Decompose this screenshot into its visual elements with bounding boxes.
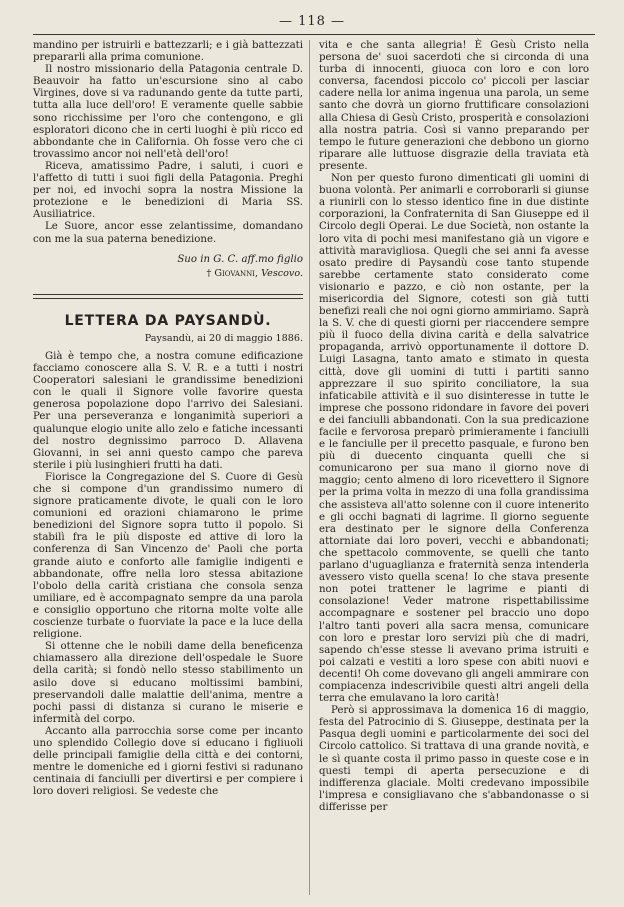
signer-name: Giovanni, xyxy=(214,267,259,279)
top-rule xyxy=(33,34,595,35)
paragraph: Però si approssimava la domenica 16 di maggio, festa del Patrocinio di S. Giuseppe, destinata per la Pasqua degli uomini e particolarmente dei soci del Circolo cattolico. Si trattava di una grande novità, e le sì quante costa il primo passo in queste cose e in questi tempi di aperta persecuzione e di indifferenza glaciale. Molti credevano impossibile l'impresa e consigliavano che s'abbandonasse o si differisse per xyxy=(319,705,589,813)
paragraph: Le Suore, ancor esse zelantissime, domandano con me la sua paterna benedizione. xyxy=(33,221,303,245)
cross-symbol: † xyxy=(206,267,212,279)
page-number: — 118 — xyxy=(278,14,346,29)
paragraph: Accanto alla parrocchia sorse come per incanto uno splendido Collegio dove si educano i figliuoli delle principali famiglie della città e dei contorni, mentre le domeniche ed i giorni festivi si radunano centinaia di fanciulli per divertirsi e per compiere i loro doveri religiosi. Se vedeste che xyxy=(33,725,303,798)
paragraph: Fiorisce la Congregazione del S. Cuore di Gesù che si compone d'un grandissimo numero di signore praticamente divote, le quali con le loro comunioni ed orazioni chiamarono le prime benedizioni del Signore sopra tutto il popolo. Si stabilì fra le più disposte ed attive di loro la conferenza di San Vincenzo de' Paoli che porta grande aiuto e conforto alle famiglie indigenti e abbandonate, offre nella loro stessa abitazione l'obolo della carità cristiana che consola senza umiliare, ed è accompagnato sempre da una parola e consiglio opportuno che ritorna molte volte alle coscienze turbate o fuorviate la pace e la luce della religione. xyxy=(33,471,303,641)
letter-date: Paysandù, ai 20 di maggio 1886. xyxy=(144,332,303,344)
signature-name xyxy=(33,268,303,280)
section-divider xyxy=(33,294,303,299)
paragraph: Già è tempo che, a nostra comune edificazione facciamo conoscere alla S. V. R. e a tutti i nostri Cooperatori salesiani le grandissime benedizioni con le quali il Signore volle favorire questa generosa popolazione dopo l'arrivo dei Salesiani. Per una perseveranza e longanimità superiori a qualunque elogio unite allo zelo e fatiche incessanti del nostro degnissimo parroco D. Allavena Giovanni, in sei anni questo campo che pareva sterile i più lusinghieri frutti ha dati. xyxy=(33,350,303,471)
column-separator xyxy=(309,40,310,895)
left-column xyxy=(33,40,303,798)
paragraph: vita e che santa allegria! È Gesù Cristo nella persona de' suoi sacerdoti che si circonda di una turba di innocenti, giuoca con loro e con loro conversa, facendosi piccolo co' piccoli per lasciar cadere nella lor anima ingenua una parola, un seme santo che dovrà un giorno fruttificare consolazioni alla Chiesa di Gesù Cristo, prosperità e consolazioni alla nostra patria. Così si vanno preparando per tempo le future generazioni che debbono un giorno riparare alle luttuose disgrazie della traviata età presente. xyxy=(319,40,589,172)
letter-heading: LETTERA DA PAYSANDÙ. xyxy=(64,312,272,329)
signature-line: Suo in G. C. aff.mo figlio xyxy=(177,253,303,265)
paragraph: Si ottenne che le nobili dame della beneficenza chiamassero alla direzione dell'ospedale le Suore della carità; si fondò nello stesso stabilimento un asilo dove si educano moltissimi bambini, preservandoli dalle malattie dell'anima, mentre a pochi passi di distanza si curano le miserie e infermità del corpo. xyxy=(33,641,303,725)
paragraph: mandino per istruirli e battezzarli; e i già battezzati prepararli alla prima comunione. xyxy=(33,40,303,64)
right-column xyxy=(319,40,589,814)
signer-title: Vescovo. xyxy=(261,267,303,279)
paragraph: Il nostro missionario della Patagonia centrale D. Beauvoir ha fatto un'escursione sino al cabo Virgines, dove si va radunando gente da tutte parti, tutta alla luce dell'oro! E veramente quelle sabbie sono ricchissime per l'oro che contengono, e gli esploratori dicono che in certi luoghi è più ricco ed abbondante che in California. Oh fosse vero che ci trovassimo ancor noi nell'età dell'oro! xyxy=(33,64,303,160)
paragraph: Riceva, amatissimo Padre, i saluti, i cuori e l'affetto di tutti i suoi figli della Patagonia. Preghi per noi, ed invochi sopra la nostra Missione la protezione e le benedizioni di Maria SS. Ausiliatrice. xyxy=(33,160,303,221)
paragraph: Non per questo furono dimenticati gli uomini di buona volontà. Per animarli e corroborarli si giunse a riunirli con lo stesso identico fine in due distinte corporazioni, la Confraternita di San Giuseppe ed il Circolo degli Operai. Le due Società, non ostante la loro vita di pochi mesi manifestano già un vigore e attività maravigliosa. Quegli che sei anni fa avesse osato predire di Paysandù cose tanto stupende sarebbe certamente stato considerato come visionario e pazzo, e ciò non ostante, per la misericordia del Signore, cotesti son già tutti benefizi reali che noi ogni giorno ammiriamo. Saprà la S. V. che di questi giorni per riaccendere sempre più il fuoco della divina carità e della salvatrice propaganda, arrivò opportunamente il dottore D. Luigi Lasagna, tanto amato e stimato in questa città, dove gli uomini di tutti i partiti sanno apprezzare il suo spirito conciliatore, la sua infaticabile attività e il suo disinteresse in tutte le imprese che possono ridondare in favore dei poveri e dei fanciulli abbandonati. Con la sua predicazione facile e fervorosa preparò primieramente i fanciulli e le fanciulle per il precetto pasquale, e furono ben più di duecento cinquanta quelli che si comunicarono per sua mano il giorno nove di maggio; cento almeno di loro ricevettero il Signore per la prima volta in mezzo di una folla grandissima che assisteva all'atto solenne con il cuore intenerito e gli occhi bagnati di lagrime. Il giorno seguente era destinato per le signore della Conferenza attorniate dai loro poveri, vecchi e abbandonati; che spettacolo commovente, se quelli che tanto parlano d'uguaglianza e fraternità senza intenderla avessero visto quella scena! Io che stava presente non potei trattener le lagrime e pianti di consolazione! Veder matrone rispettabilissime accompagnare e sostener pel braccio uno dopo l'altro tanti poveri alla sacra mensa, comunicare con loro e prestar loro servizi più che di madri, sapendo ch'esse stesse li avevano prima istruiti e poi calzati e vestiti a loro spese con abiti nuovi e decenti! Oh come dovevano gli angeli ammirare con compiacenza indescrivibile questi altri angeli della terra che emulavano la loro carità! xyxy=(319,173,589,705)
